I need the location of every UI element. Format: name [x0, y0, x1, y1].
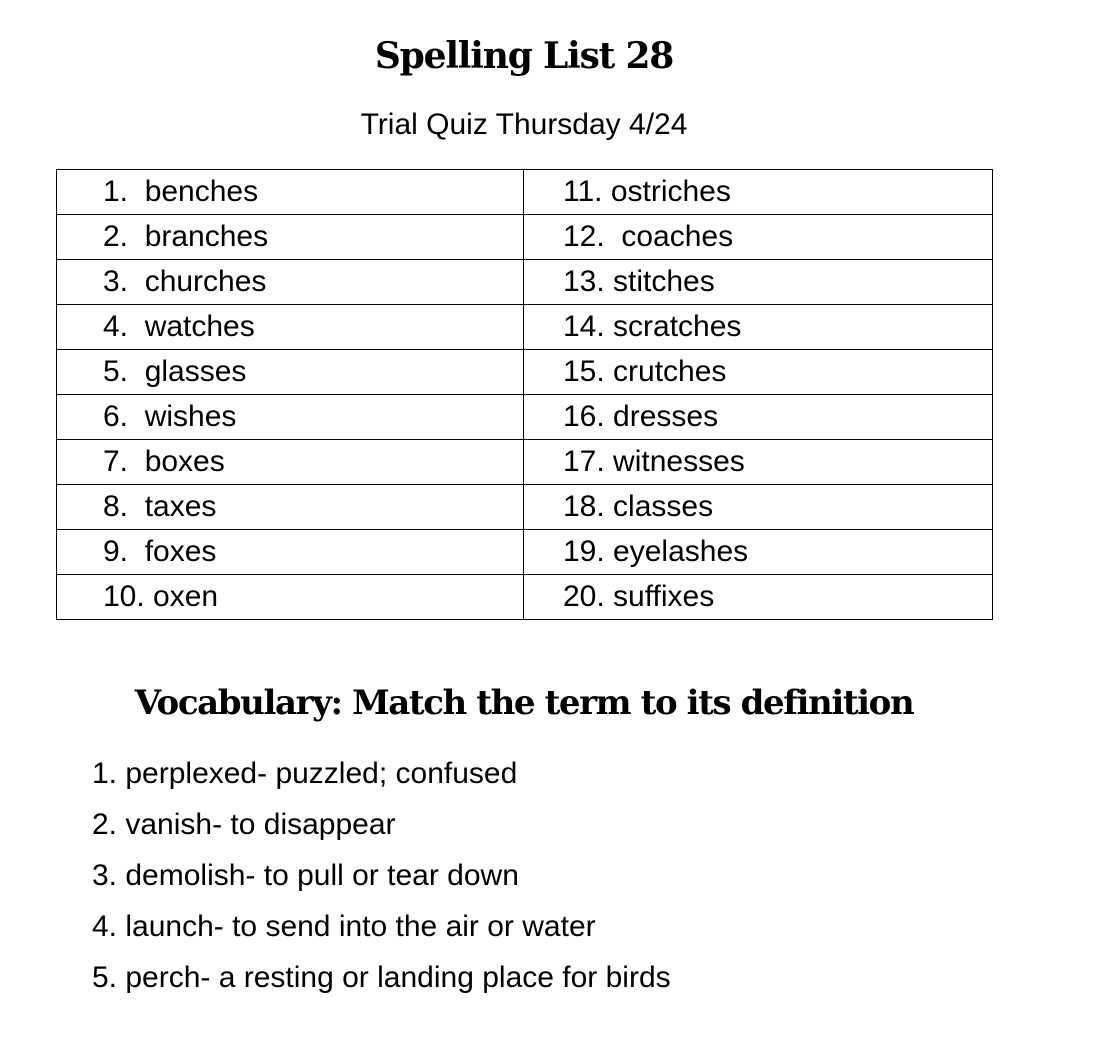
spelling-word: 14. scratches [524, 305, 993, 350]
spelling-word: 19. eyelashes [524, 530, 993, 575]
list-item: 5. perch- a resting or landing place for birds [92, 961, 671, 994]
spelling-word: 5. glasses [57, 350, 524, 395]
table-row [57, 170, 993, 215]
list-item: 3. demolish- to pull or tear down [92, 859, 519, 892]
spelling-word: 12. coaches [524, 215, 993, 260]
table-row [57, 305, 993, 350]
spelling-words-table [56, 169, 993, 620]
table-row [57, 440, 993, 485]
list-item: 4. launch- to send into the air or water [92, 910, 596, 943]
table-row [57, 530, 993, 575]
vocabulary-list [92, 748, 671, 1003]
quiz-date-subtitle: Trial Quiz Thursday 4/24 [360, 108, 688, 141]
spelling-word: 3. churches [57, 260, 524, 305]
spelling-word: 9. foxes [57, 530, 524, 575]
spelling-word: 4. watches [57, 305, 524, 350]
spelling-word: 17. witnesses [524, 440, 993, 485]
list-item: 1. perplexed- puzzled; confused [92, 757, 518, 790]
spelling-word: 20. suffixes [524, 575, 993, 620]
spelling-word: 8. taxes [57, 485, 524, 530]
vocabulary-heading: Vocabulary: Match the term to its definition [134, 683, 914, 723]
table-row [57, 575, 993, 620]
spelling-word: 16. dresses [524, 395, 993, 440]
spelling-word: 7. boxes [57, 440, 524, 485]
table-row [57, 350, 993, 395]
table-row [57, 395, 993, 440]
spelling-word: 6. wishes [57, 395, 524, 440]
list-item: 2. vanish- to disappear [92, 808, 396, 841]
table-row [57, 215, 993, 260]
table-row [57, 260, 993, 305]
spelling-word: 15. crutches [524, 350, 993, 395]
spelling-word: 2. branches [57, 215, 524, 260]
spelling-word: 10. oxen [57, 575, 524, 620]
spelling-word: 11. ostriches [524, 170, 993, 215]
spelling-word: 1. benches [57, 170, 524, 215]
spelling-word: 13. stitches [524, 260, 993, 305]
page-title: Spelling List 28 [374, 35, 674, 77]
table-row [57, 485, 993, 530]
spelling-word: 18. classes [524, 485, 993, 530]
